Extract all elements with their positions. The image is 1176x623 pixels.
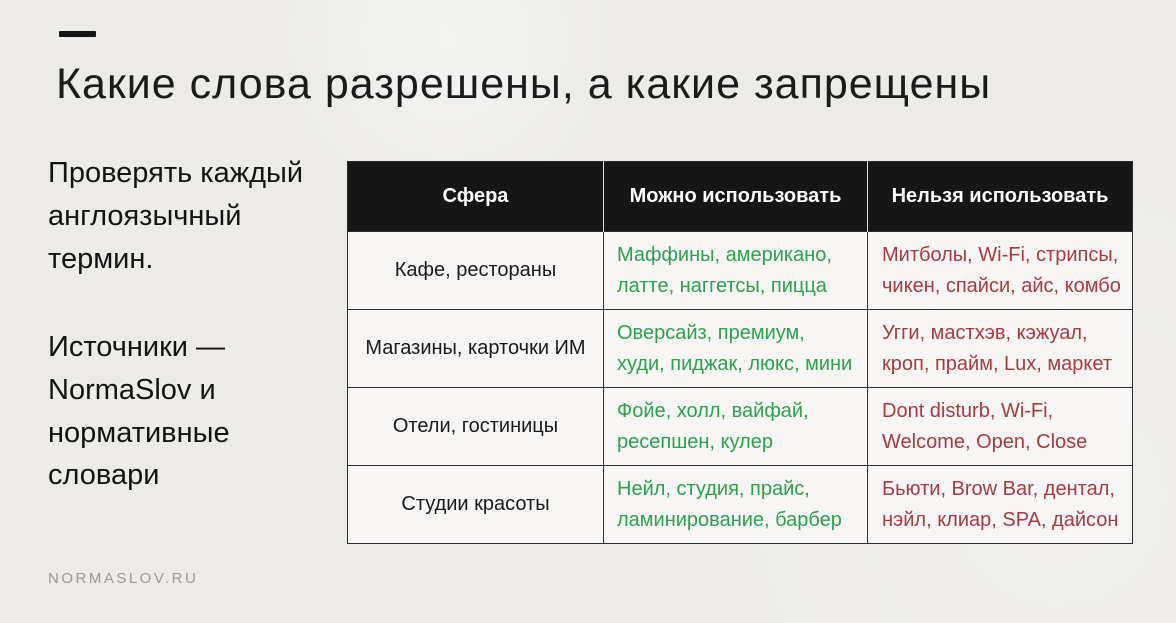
col-header-allowed: Можно использовать	[604, 162, 868, 232]
sphere-cell: Магазины, карточки ИМ	[348, 310, 604, 388]
slide-title: Какие слова разрешены, а какие запрещены	[56, 60, 992, 108]
sphere-cell: Студии красоты	[348, 466, 604, 544]
forbidden-words-cell: Угги, мастхэв, кэжуал, кроп, прайм, Lux, маркет	[868, 310, 1133, 388]
table-row-beauty	[348, 466, 1133, 544]
allowed-words-cell: Маффины, американо, латте, наггетсы, пицца	[604, 232, 868, 310]
forbidden-words-cell: Митболы, Wi-Fi, стрипсы, чикен, спайси, айс, комбо	[868, 232, 1133, 310]
table-row-cafes	[348, 232, 1133, 310]
table-row-hotels	[348, 388, 1133, 466]
col-header-sphere: Сфера	[348, 162, 604, 232]
site-url: NORMASLOV.RU	[48, 570, 199, 587]
forbidden-words-cell: Бьюти, Brow Bar, дентал, нэйл, клиар, SPA, дайсон	[868, 466, 1133, 544]
allowed-forbidden-words-table	[347, 161, 1133, 544]
table-row-shops	[348, 310, 1133, 388]
allowed-words-cell: Оверсайз, премиум, худи, пиджак, люкс, мини	[604, 310, 868, 388]
allowed-words-cell: Нейл, студия, прайс, ламинирование, барбер	[604, 466, 868, 544]
sphere-cell: Отели, гостиницы	[348, 388, 604, 466]
table-header	[348, 162, 1133, 232]
title-accent-dash	[59, 31, 96, 37]
allowed-words-cell: Фойе, холл, вайфай, ресепшен, кулер	[604, 388, 868, 466]
col-header-forbidden: Нельзя использовать	[868, 162, 1133, 232]
note-sources: Источники — NormaSlov и нормативные словари	[48, 330, 230, 492]
sphere-cell: Кафе, рестораны	[348, 232, 604, 310]
forbidden-words-cell: Dont disturb, Wi-Fi, Welcome, Open, Close	[868, 388, 1133, 466]
note-check-terms: Проверять каждый англоязычный термин.	[48, 157, 304, 275]
side-notes	[48, 152, 348, 497]
